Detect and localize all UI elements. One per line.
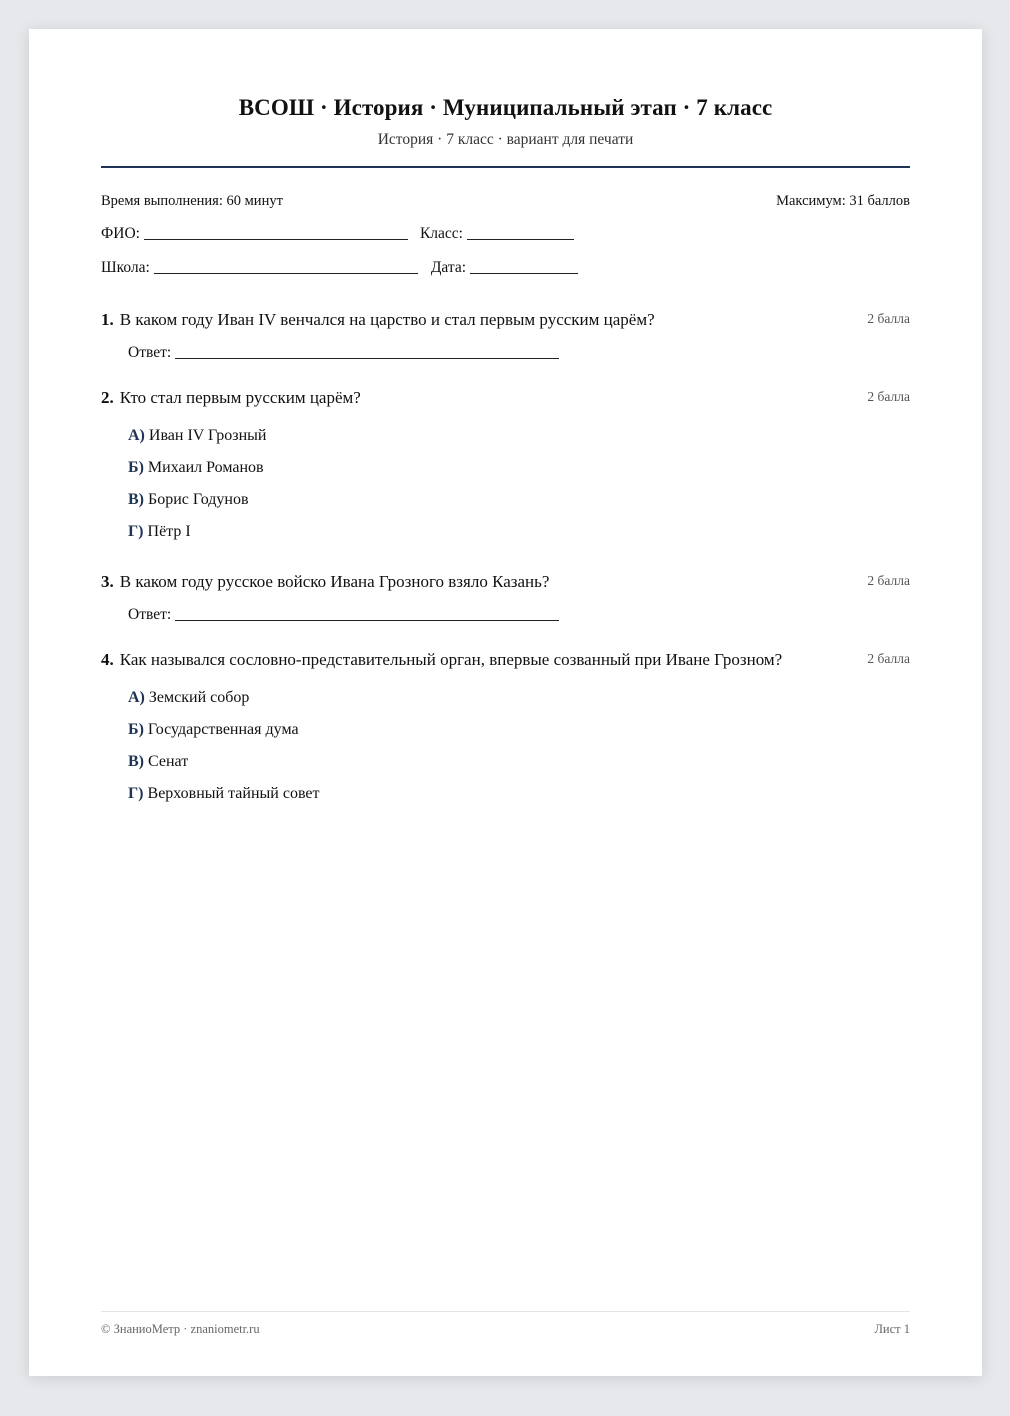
date-label: Дата: <box>430 259 467 276</box>
option-a[interactable] <box>128 688 910 720</box>
question-text <box>101 650 782 670</box>
question-number: 1. <box>101 310 114 329</box>
option-text: Государственная дума <box>147 721 299 738</box>
question-points: 2 балла <box>867 389 910 404</box>
option-text: Иван IV Грозный <box>148 427 267 444</box>
option-letter: В) <box>128 753 144 770</box>
question-prompt: Кто стал первым русским царём? <box>119 388 361 407</box>
option-d[interactable] <box>128 784 910 816</box>
answer-field[interactable] <box>175 620 559 621</box>
max-score: Максимум: 31 баллов <box>776 193 910 209</box>
question-points: 2 балла <box>867 651 910 666</box>
school-field[interactable] <box>154 272 418 274</box>
question-prompt: В каком году русское войско Ивана Грозного взяло Казань? <box>119 572 550 591</box>
option-a[interactable] <box>128 426 910 458</box>
sheet-content <box>101 29 910 1376</box>
question-number: 2. <box>101 388 114 407</box>
exam-sheet <box>29 29 982 1376</box>
question-prompt: Как назывался сословно-представительный орган, впервые созванный при Иване Грозном? <box>119 650 783 669</box>
option-c[interactable] <box>128 490 910 522</box>
question-text <box>101 572 549 592</box>
option-text: Сенат <box>148 753 189 770</box>
option-letter: А) <box>128 689 145 706</box>
option-letter: В) <box>128 491 144 508</box>
page-title: ВСОШ · История · Муниципальный этап · 7 класс <box>238 95 773 120</box>
question-points: 2 балла <box>867 573 910 588</box>
question-text <box>101 310 655 330</box>
answer-label: Ответ: <box>128 606 172 623</box>
question-4 <box>101 650 910 832</box>
option-d[interactable] <box>128 522 910 554</box>
question-2 <box>101 388 910 570</box>
question-1 <box>101 310 910 362</box>
question-prompt: В каком году Иван IV венчался на царство и стал первым русским царём? <box>119 310 655 329</box>
page-footer <box>101 1322 910 1337</box>
footer-divider <box>101 1311 910 1312</box>
option-text: Пётр I <box>147 523 191 540</box>
answer-label: Ответ: <box>128 344 172 361</box>
question-points: 2 балла <box>867 311 910 326</box>
time-limit: Время выполнения: 60 минут <box>101 193 283 209</box>
answer-line <box>128 344 910 362</box>
date-field[interactable] <box>470 272 578 274</box>
school-date-row <box>101 259 910 277</box>
answer-field[interactable] <box>175 358 559 359</box>
option-text: Верховный тайный совет <box>147 785 320 802</box>
school-label: Школа: <box>101 259 150 276</box>
option-text: Михаил Романов <box>147 459 264 476</box>
option-letter: Г) <box>128 523 144 540</box>
options-list <box>128 426 910 554</box>
answer-line <box>128 606 910 624</box>
header-divider <box>101 166 910 168</box>
option-text: Борис Годунов <box>148 491 249 508</box>
page-subtitle: История · 7 класс · вариант для печати <box>377 131 634 148</box>
class-field[interactable] <box>467 238 574 240</box>
question-3 <box>101 572 910 624</box>
question-number: 3. <box>101 572 114 591</box>
option-letter: Г) <box>128 785 144 802</box>
option-letter: А) <box>128 427 145 444</box>
footer-copyright: © ЗнаниоМетр · znaniometr.ru <box>101 1322 260 1336</box>
option-letter: Б) <box>128 721 144 738</box>
meta-row <box>101 193 910 210</box>
question-text <box>101 388 361 408</box>
fio-label: ФИО: <box>101 225 140 242</box>
options-list <box>128 688 910 816</box>
option-c[interactable] <box>128 752 910 784</box>
option-b[interactable] <box>128 720 910 752</box>
option-b[interactable] <box>128 458 910 490</box>
fio-class-row <box>101 225 910 243</box>
sheet-number: Лист 1 <box>874 1322 910 1336</box>
fio-field[interactable] <box>144 238 408 240</box>
option-letter: Б) <box>128 459 144 476</box>
class-label: Класс: <box>419 225 463 242</box>
question-number: 4. <box>101 650 114 669</box>
option-text: Земский собор <box>148 689 250 706</box>
